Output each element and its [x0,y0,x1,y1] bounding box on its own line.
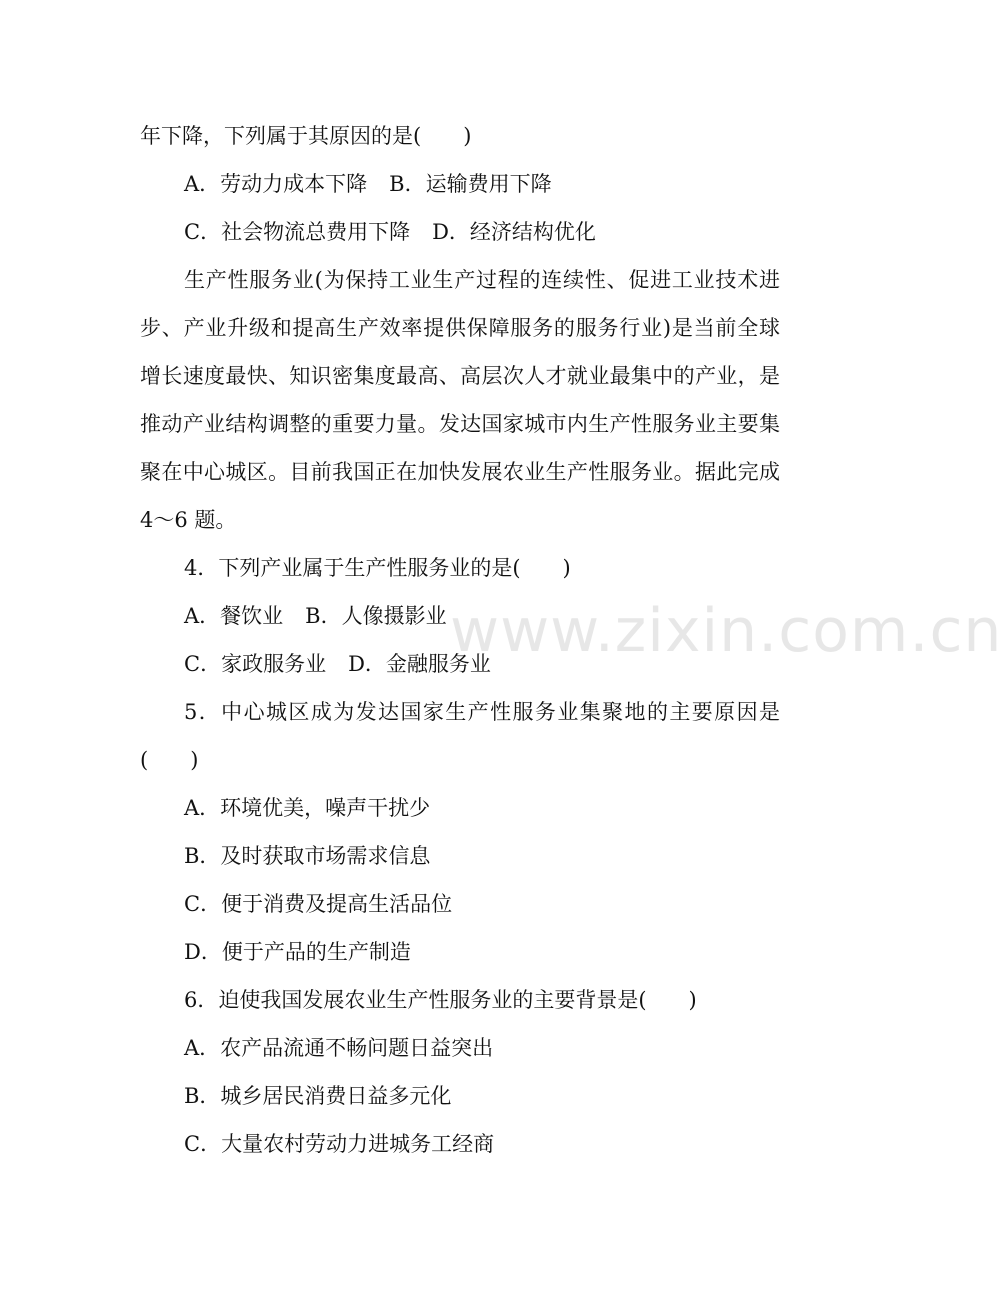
q3-option-b: B．运输费用下降 [389,172,552,196]
q5-option-c: C．便于消费及提高生活品位 [184,892,453,916]
q6-option-a: A．农产品流通不畅问题日益突出 [184,1036,494,1060]
q4-options-row-2 [184,649,491,679]
q4-stem: 4．下列产业属于生产性服务业的是( ) [184,556,571,580]
passage-line: 增长速度最快、知识密集度最高、高层次人才就业最集中的产业，是 [140,364,780,388]
q5-option-d: D．便于产品的生产制造 [184,940,411,964]
q3-option-c: C．社会物流总费用下降 [184,220,411,244]
q5-option-b: B．及时获取市场需求信息 [184,844,431,868]
q6-stem: 6．迫使我国发展农业生产性服务业的主要背景是( ) [184,988,697,1012]
q3-option-a: A．劳动力成本下降 [184,172,368,196]
q5-stem-line-1: 5．中心城区成为发达国家生产性服务业集聚地的主要原因是 [184,700,780,724]
passage-line: 4～6 题。 [140,508,237,532]
q5-stem-line-2: ( ) [140,748,199,772]
q4-option-a: A．餐饮业 [184,604,284,628]
q4-option-c: C．家政服务业 [184,652,327,676]
q6-option-b: B．城乡居民消费日益多元化 [184,1084,452,1108]
passage-line: 聚在中心城区。目前我国正在加快发展农业生产性服务业。据此完成 [140,460,780,484]
q5-option-a: A．环境优美，噪声干扰少 [184,796,431,820]
q4-option-d: D．金融服务业 [348,652,491,676]
q3-stem-tail: 年下降，下列属于其原因的是( ) [140,124,472,148]
q3-options-row-2 [184,217,596,247]
q3-options-row-1 [184,169,552,199]
q4-options-row-1 [184,601,447,631]
q4-option-b: B．人像摄影业 [305,604,447,628]
passage-line: 步、产业升级和提高生产效率提供保障服务的服务行业)是当前全球 [140,316,780,340]
passage-line: 推动产业结构调整的重要力量。发达国家城市内生产性服务业主要集 [140,412,780,436]
passage-line: 生产性服务业(为保持工业生产过程的连续性、促进工业技术进 [184,268,780,292]
watermark: www.zixin.com.cn [450,596,1002,666]
q6-option-c: C．大量农村劳动力进城务工经商 [184,1132,495,1156]
q3-option-d: D．经济结构优化 [432,220,596,244]
